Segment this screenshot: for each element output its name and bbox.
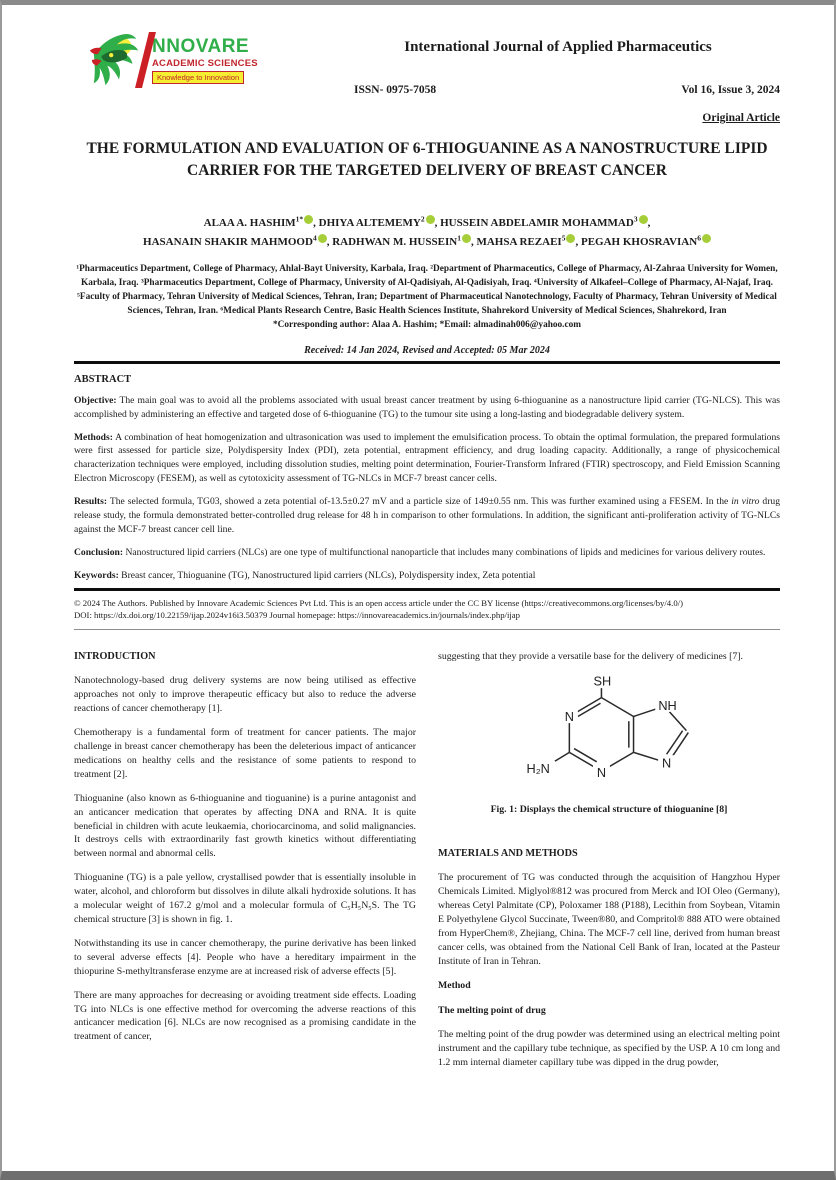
- body-paragraph: Thioguanine (also known as 6-thioguanine and tioguanine) is a purine antagonist and an anticancer medication that operates by affecting DNA and RNA. It is quite beneficial in children with acute leukaemia, choriocarcinoma, and solid malignancies. It destroys cells with extraordinarily fast growth kinetics without differentiating between normal and abnormal cells.: [74, 792, 416, 860]
- introduction-heading: INTRODUCTION: [74, 650, 156, 662]
- orcid-icon: [639, 215, 648, 224]
- author-affiliation-sup: 1*: [295, 214, 304, 224]
- orcid-icon: [462, 234, 471, 243]
- author: , PEGAH KHOSRAVIAN$^6$: [575, 236, 710, 248]
- author-affiliation-sup: 4: [312, 233, 317, 243]
- journal-title: International Journal of Applied Pharmaceutics: [404, 39, 712, 55]
- author: , DHIYA ALTEMEMY$^2$: [313, 217, 434, 229]
- orcid-icon: [318, 234, 327, 243]
- atom-label-n9: N: [661, 755, 672, 771]
- body-paragraph: Chemotherapy is a fundamental form of treatment for cancer patients. The major challenge in breast cancer chemotherapy has been the deleterious impact of anticancer medications on healthy cells and the resistance of some patients to respond to treatment [2].: [74, 727, 416, 780]
- left-column: [74, 650, 416, 1070]
- abstract-objective: Objective: The main goal was to avoid all the problems associated with usual breast cancer treatment by using 6-thioguanine as a nanostructure lipid carrier (TG-NLCS). This was accomplished by administering an effective and targeted dose of 6-thioguanine (TG) to the tumour site using a long-lasting and biodegradable delivery system.: [74, 394, 780, 420]
- author: , RADHWAN M. HUSSEIN$^1$: [327, 236, 471, 248]
- atom-label-nh7: NH: [658, 697, 677, 713]
- body-paragraph: suggesting that they provide a versatile base for the delivery of medicines [7].: [438, 650, 743, 662]
- figure-1: [438, 674, 780, 817]
- body-paragraph: The melting point of the drug powder was determined using an electrical melting point instrument and the capillary tube technique, as specified by the USP. A 10 cm long and 1.2 mm internal diameter capillary tube was dipped in the drug powder,: [438, 1029, 780, 1069]
- journal-page: [2, 5, 834, 1070]
- copyright-block: [74, 597, 780, 622]
- logo-tagline: Knowledge to Innovation: [152, 71, 244, 84]
- author-affiliation-sup: 6: [697, 233, 701, 243]
- article-type-label: Original Article: [702, 112, 780, 124]
- article-body: [74, 650, 780, 1070]
- thioguanine-structure-drawing: [500, 674, 718, 792]
- orcid-icon: [304, 215, 313, 224]
- issn-row: [336, 84, 780, 96]
- orcid-icon: [702, 234, 711, 243]
- logo-name: NNOVARE: [152, 35, 250, 57]
- author-list: [114, 213, 740, 251]
- author-affiliation-sup: 1: [457, 233, 461, 243]
- logo-subtitle: ACADEMIC SCIENCES: [152, 57, 258, 69]
- received-dates: Received: 14 Jan 2024, Revised and Accepted: 05 Mar 2024: [304, 344, 550, 356]
- abstract-methods: Methods: A combination of heat homogenization and ultrasonication was used to implement the emulsification process. To obtain the optimal formulation, the prepared formulations were first assessed for particle size, Polydispersity Index (PDI), zeta potential, entrapment efficiency, and drug loading capacity. Additionally, a range of physicochemical characterization techniques were employed, including dissolution studies, melting point determination, Fourier-Transform Infrared (FTIR) spectroscopy, and Field Emission Scanning Electron Microscopy (FESEM), as well as cytotoxicity assessment of TG-NLCs in MCF-7 breast cancer cells.: [74, 431, 780, 485]
- author-affiliation-sup: 5: [561, 233, 566, 243]
- method-subheading: Method: [438, 980, 471, 992]
- melting-point-subheading: The melting point of drug: [438, 1005, 546, 1017]
- abstract-heading: ABSTRACT: [74, 373, 132, 385]
- abstract-section: [74, 374, 780, 583]
- abstract-results: Results: The selected formula, TG03, showed a zeta potential of-13.5±0.27 mV and a particle size of 149±0.55 nm. This was further examined using a FESEM. In the in vitro drug release study, the formula demonstrated better-controlled drug release for 48 h in comparison to other formulations. In addition, the significant anti-proliferation activity of TG-NLCs against the MCF-7 breast cancer cell line.: [74, 496, 781, 535]
- innovare-logo: [88, 29, 288, 91]
- corresponding-author: *Corresponding author: Alaa A. Hashim; *Email: almadinah006@yahoo.com: [272, 319, 582, 330]
- article-title: THE FORMULATION AND EVALUATION OF 6-THIOGUANINE AS A NANOSTRUCTURE LIPID CARRIER FOR THE TARGETED DELIVERY OF BREAST CANCER: [86, 140, 768, 179]
- license-line: © 2024 The Authors. Published by Innovare Academic Sciences Pvt Ltd. This is an open access article under the CC BY license (https://creativecommons.org/licenses/by/4.0/): [74, 597, 683, 608]
- author-affiliation-sup: 2: [420, 214, 425, 224]
- journal-header: [74, 29, 780, 96]
- orcid-icon: [426, 215, 435, 224]
- abstract-conclusion: Conclusion: Nanostructured lipid carriers (NLCs) are one type of multifunctional nanoparticle that includes many combinations of lipids and medicines for various delivery routes.: [74, 546, 766, 558]
- divider-rule-thin: [74, 629, 780, 630]
- doi-line: DOI: https://dx.doi.org/10.22159/ijap.2024v16i3.50379 Journal homepage: https://innovareacademics.in/journals/index.php/ijap: [74, 610, 520, 621]
- author: , MAHSA REZAEI$^5$: [471, 236, 576, 248]
- atom-label-n1: N: [564, 709, 574, 725]
- body-paragraph: Notwithstanding its use in cancer chemotherapy, the purine derivative has been linked to several adverse effects [4]. People who have a hereditary impairment in the thiopurine S-methyltransferase enzyme are at increased risk of adverse effects [5].: [74, 937, 416, 977]
- divider-rule: [74, 361, 780, 364]
- author: , HASANAIN SHAKIR MAHMOOD$^4$: [143, 217, 650, 248]
- atom-label-sh: SH: [593, 673, 612, 689]
- body-paragraph: Thioguanine (TG) is a pale yellow, crystallised powder that is essentially insoluble in water, alcohol, and chloroform but dissolves in dilute alkali hydroxide solutions. It has a molecular weight of 167.2 g/mol and a molecular formula of C₅H₅N₅S. The TG chemical structure [3] is shown in fig. 1.: [74, 872, 416, 925]
- volume-issue: Vol 16, Issue 3, 2024: [681, 84, 780, 96]
- divider-rule: [74, 588, 780, 591]
- author: ALAA A. $HASHIM^{1*}$: [204, 217, 314, 229]
- header-right: [288, 29, 780, 96]
- atom-label-n3: N: [596, 764, 607, 780]
- atom-label-h2n: H₂N: [526, 760, 550, 776]
- figure-1-caption: Fig. 1: Displays the chemical structure of thioguanine [8]: [490, 803, 728, 815]
- logo-text: [152, 37, 258, 84]
- body-paragraph: There are many approaches for decreasing or avoiding treatment side effects. Loading TG into NLCs is one effective method for overcoming the adverse reactions of this anticancer medication [6]. NLCs are now recognised as a promising candidate in the treatment of cancer,: [74, 989, 416, 1043]
- affiliations: ¹Pharmaceutics Department, College of Pharmacy, Ahlal-Bayt University, Karbala, Iraq. ²Department of Pharmaceutics, College of Pharmacy, Al-Zahraa University for Women, Karbala, Iraq. ³Pharmaceutics Department, College of Pharmacy, University of Al-Qadisiyah, Al-Qadisiyah, Iraq. ⁴University of Alkafeel–College of Pharmacy, Al-Najaf, Iraq. ⁵Faculty of Pharmacy, Tehran University of Medical Sciences, Tehran, Iran; Department of Pharmaceutical Nanotechnology, Faculty of Pharmacy, Tehran University of Medical Sciences, Tehran, Iran. ⁶Medical Plants Research Centre, Basic Health Sciences Institute, Shahrekord University of Medical Sciences, Shahrekord, Iran: [76, 263, 778, 316]
- keywords-line: Keywords: Breast cancer, Thioguanine (TG), Nanostructured lipid carriers (NLCs), Polydispersity index, Zeta potential: [74, 569, 536, 581]
- body-paragraph: The procurement of TG was conducted through the acquisition of Hangzhou Hyper Chemicals Limited. Miglyol®812 was procured from Merck and IOI Oleo (Germany), whereas Cetyl Palmitate (CP), Poloxamer 188 (P188), Lecithin from Soybean, Vitamin E Polyethylene Glycol Succinate, Tween®80, and Compritol® 888 ATO were obtained from HyperChem®, Zhejiang, China. The MCF-7 cell line, derived from human breast cancer cells, was obtained from the National Cell Bank of Iran, located at the Pasteur Institute of Iran in Tehran.: [438, 872, 780, 967]
- right-column: [438, 650, 780, 1070]
- issn-number: ISSN- 0975-7058: [354, 84, 437, 96]
- author: , HUSSEIN ABDELAMIR MOHAMMAD$^3$: [435, 217, 648, 229]
- author-affiliation-sup: 3: [633, 214, 638, 224]
- materials-methods-heading: MATERIALS AND METHODS: [438, 847, 578, 859]
- body-paragraph: Nanotechnology-based drug delivery systems are now being utilised as effective approaches not only to improve therapeutic efficacy but also to reduce the adverse reactions of cancer chemotherapy [1].: [74, 675, 416, 715]
